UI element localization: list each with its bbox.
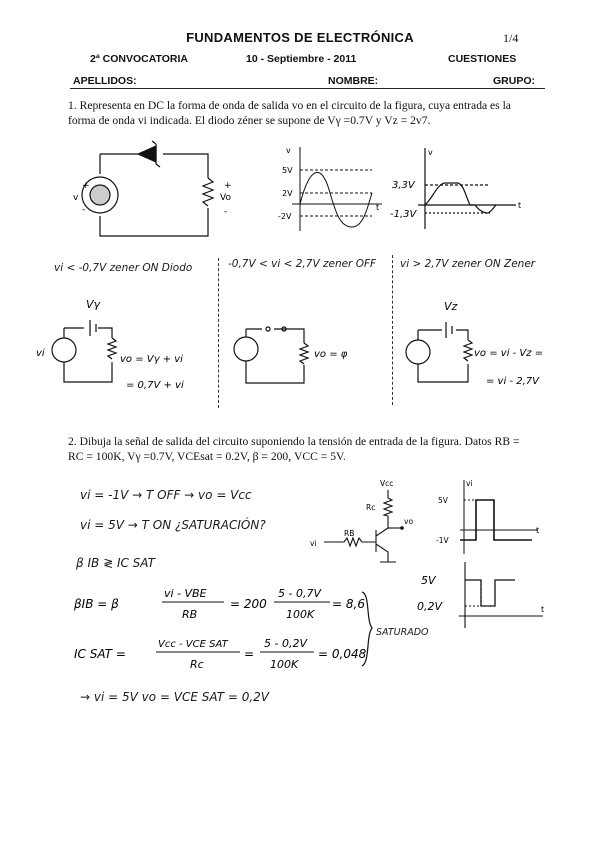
- q1-case-1-circuit: [34, 290, 214, 405]
- q1-minus: -: [82, 205, 86, 215]
- q1-line-2: forma de onda vi indicada. El diodo zéner se supone de Vγ =0.7V y Vz = 2v7.: [68, 114, 431, 127]
- q1-case-2-circuit: [222, 315, 392, 400]
- q2-l5-num2: 5 - 0,2V: [264, 637, 307, 650]
- q2-rc-label: Rc: [366, 503, 376, 512]
- q2-out-axis-t: t: [541, 605, 545, 614]
- q2-hand-line-3: [76, 556, 155, 570]
- q2-in-axis-v: vi: [466, 479, 473, 488]
- q1-case-1-vi: vi: [36, 348, 45, 359]
- q2-l5-c: = 0,048: [318, 647, 367, 661]
- q2-ic-sat: IC SAT: [116, 556, 155, 570]
- q2-hand-line-1: vi = -1V → T OFF → vo = Vcc: [80, 488, 252, 502]
- case-divider-2: [392, 255, 393, 405]
- q2-in-5v: 5V: [438, 496, 448, 505]
- q2-line-1: 2. Dibuja la señal de salida del circuito suponiendo la tensión de entrada de la figura. Datos RB =: [68, 435, 520, 448]
- q1-case-3-eq-b: = vi - 2,7V: [486, 376, 539, 387]
- q2-vo-label: vo: [404, 517, 414, 526]
- q2-hand-line-5: [74, 632, 374, 674]
- q1-case-3-header: vi > 2,7V zener ON Zener: [400, 258, 536, 270]
- q2-vcc-label: Vcc: [380, 479, 394, 488]
- q2-l5-den2: 100K: [270, 658, 299, 671]
- q1-case-2-eq: vo = φ: [314, 349, 348, 360]
- q2-transistor-circuit: [306, 476, 436, 566]
- q1-case-3-eq-a: vo = vi - Vz =: [474, 348, 544, 359]
- q1-in-2v: 2V: [282, 189, 293, 198]
- q1-case-1-header: vi < -0,7V zener ON Diodo: [54, 262, 193, 274]
- q2-hand-line-2: vi = 5V → T ON ¿SATURACIÓN?: [80, 518, 266, 532]
- q2-l4-num2: 5 - 0,7V: [278, 587, 321, 600]
- question-1-text: [68, 98, 548, 128]
- q2-input-waveform: [430, 478, 545, 556]
- page-number: 1/4: [503, 31, 519, 45]
- q1-v-label: v: [73, 193, 79, 203]
- nombre-label: NOMBRE:: [328, 75, 379, 87]
- q2-l4-num: vi - VBE: [164, 587, 207, 600]
- q2-out-5v: 5V: [421, 574, 436, 587]
- q1-plus: +: [82, 181, 90, 191]
- q1-out-axis-t: t: [518, 201, 522, 210]
- q2-in-axis-t: t: [536, 526, 540, 535]
- apellidos-label: APELLIDOS:: [73, 75, 137, 87]
- case-divider-1: [218, 258, 219, 408]
- q1-in-5v: 5V: [282, 166, 293, 175]
- q2-out-02v: 0,2V: [417, 600, 443, 613]
- convocatoria-label: 2ª CONVOCATORIA: [90, 53, 189, 65]
- q2-hand-line-4: [74, 582, 374, 624]
- q2-in-m1v: -1V: [436, 536, 449, 545]
- q2-l4-den2: 100K: [286, 608, 315, 621]
- q2-l5-b: =: [244, 647, 255, 661]
- q1-in-axis-t: t: [376, 203, 380, 212]
- q1-in-m2v: -2V: [278, 212, 292, 221]
- q1-line-1: 1. Representa en DC la forma de onda de salida vo en el circuito de la figura, cuya entrada es la: [68, 99, 511, 112]
- q2-beta-ib: β IB: [76, 556, 100, 570]
- q2-l5-den: Rc: [190, 658, 204, 671]
- q1-case-3-circuit: [396, 290, 576, 400]
- q2-line-2: RC = 100K, Vγ =0.7V, VCEsat = 0.2V, β = 200, VCC = 5V.: [68, 450, 346, 463]
- q1-in-axis-v: v: [286, 146, 291, 155]
- page-title: FUNDAMENTOS DE ELECTRÓNICA: [186, 30, 414, 45]
- section-label: CUESTIONES: [448, 53, 517, 65]
- q2-vi-label: vi: [310, 539, 317, 548]
- q2-l4-b: = 200: [230, 597, 267, 611]
- q2-l4-den: RB: [182, 608, 198, 621]
- q1-vo-minus: -: [224, 207, 228, 217]
- q2-l4-c: = 8,6: [332, 597, 365, 611]
- q2-l5-num: Vcc - VCE SAT: [158, 639, 228, 650]
- q2-output-waveform: [415, 560, 550, 630]
- q2-l4-a: βIB = β: [74, 597, 119, 611]
- q1-case-1-vgamma: Vγ: [86, 298, 101, 311]
- q1-input-waveform: [272, 145, 387, 233]
- q1-case-3-vz: Vz: [444, 300, 458, 313]
- q1-case-1-eq-a: vo = Vγ + vi: [120, 354, 183, 365]
- q2-l5-a: IC SAT =: [74, 647, 126, 661]
- q1-case-1-eq-b: = 0,7V + vi: [126, 380, 184, 391]
- q2-rb-label: RB: [344, 529, 355, 538]
- q1-out-axis-v: v: [428, 148, 433, 157]
- q1-output-waveform: [390, 145, 530, 230]
- q1-out-33v: 3,3V: [392, 180, 415, 191]
- header-rule: [70, 88, 545, 89]
- q1-out-m13v: -1,3V: [390, 209, 417, 220]
- q2-compare: ≷: [103, 556, 117, 570]
- grupo-label: GRUPO:: [493, 75, 535, 87]
- q2-saturado-note: SATURADO: [376, 627, 429, 638]
- q1-vo-plus: +: [224, 181, 232, 191]
- q1-zener-circuit: [68, 138, 232, 243]
- exam-date: 10 - Septiembre - 2011: [246, 53, 357, 65]
- q1-vo-label: Vo: [220, 193, 231, 203]
- q2-hand-line-6: → vi = 5V vo = VCE SAT = 0,2V: [80, 690, 270, 704]
- question-2-text: [68, 434, 548, 464]
- q1-case-2-header: -0,7V < vi < 2,7V zener OFF: [228, 258, 377, 270]
